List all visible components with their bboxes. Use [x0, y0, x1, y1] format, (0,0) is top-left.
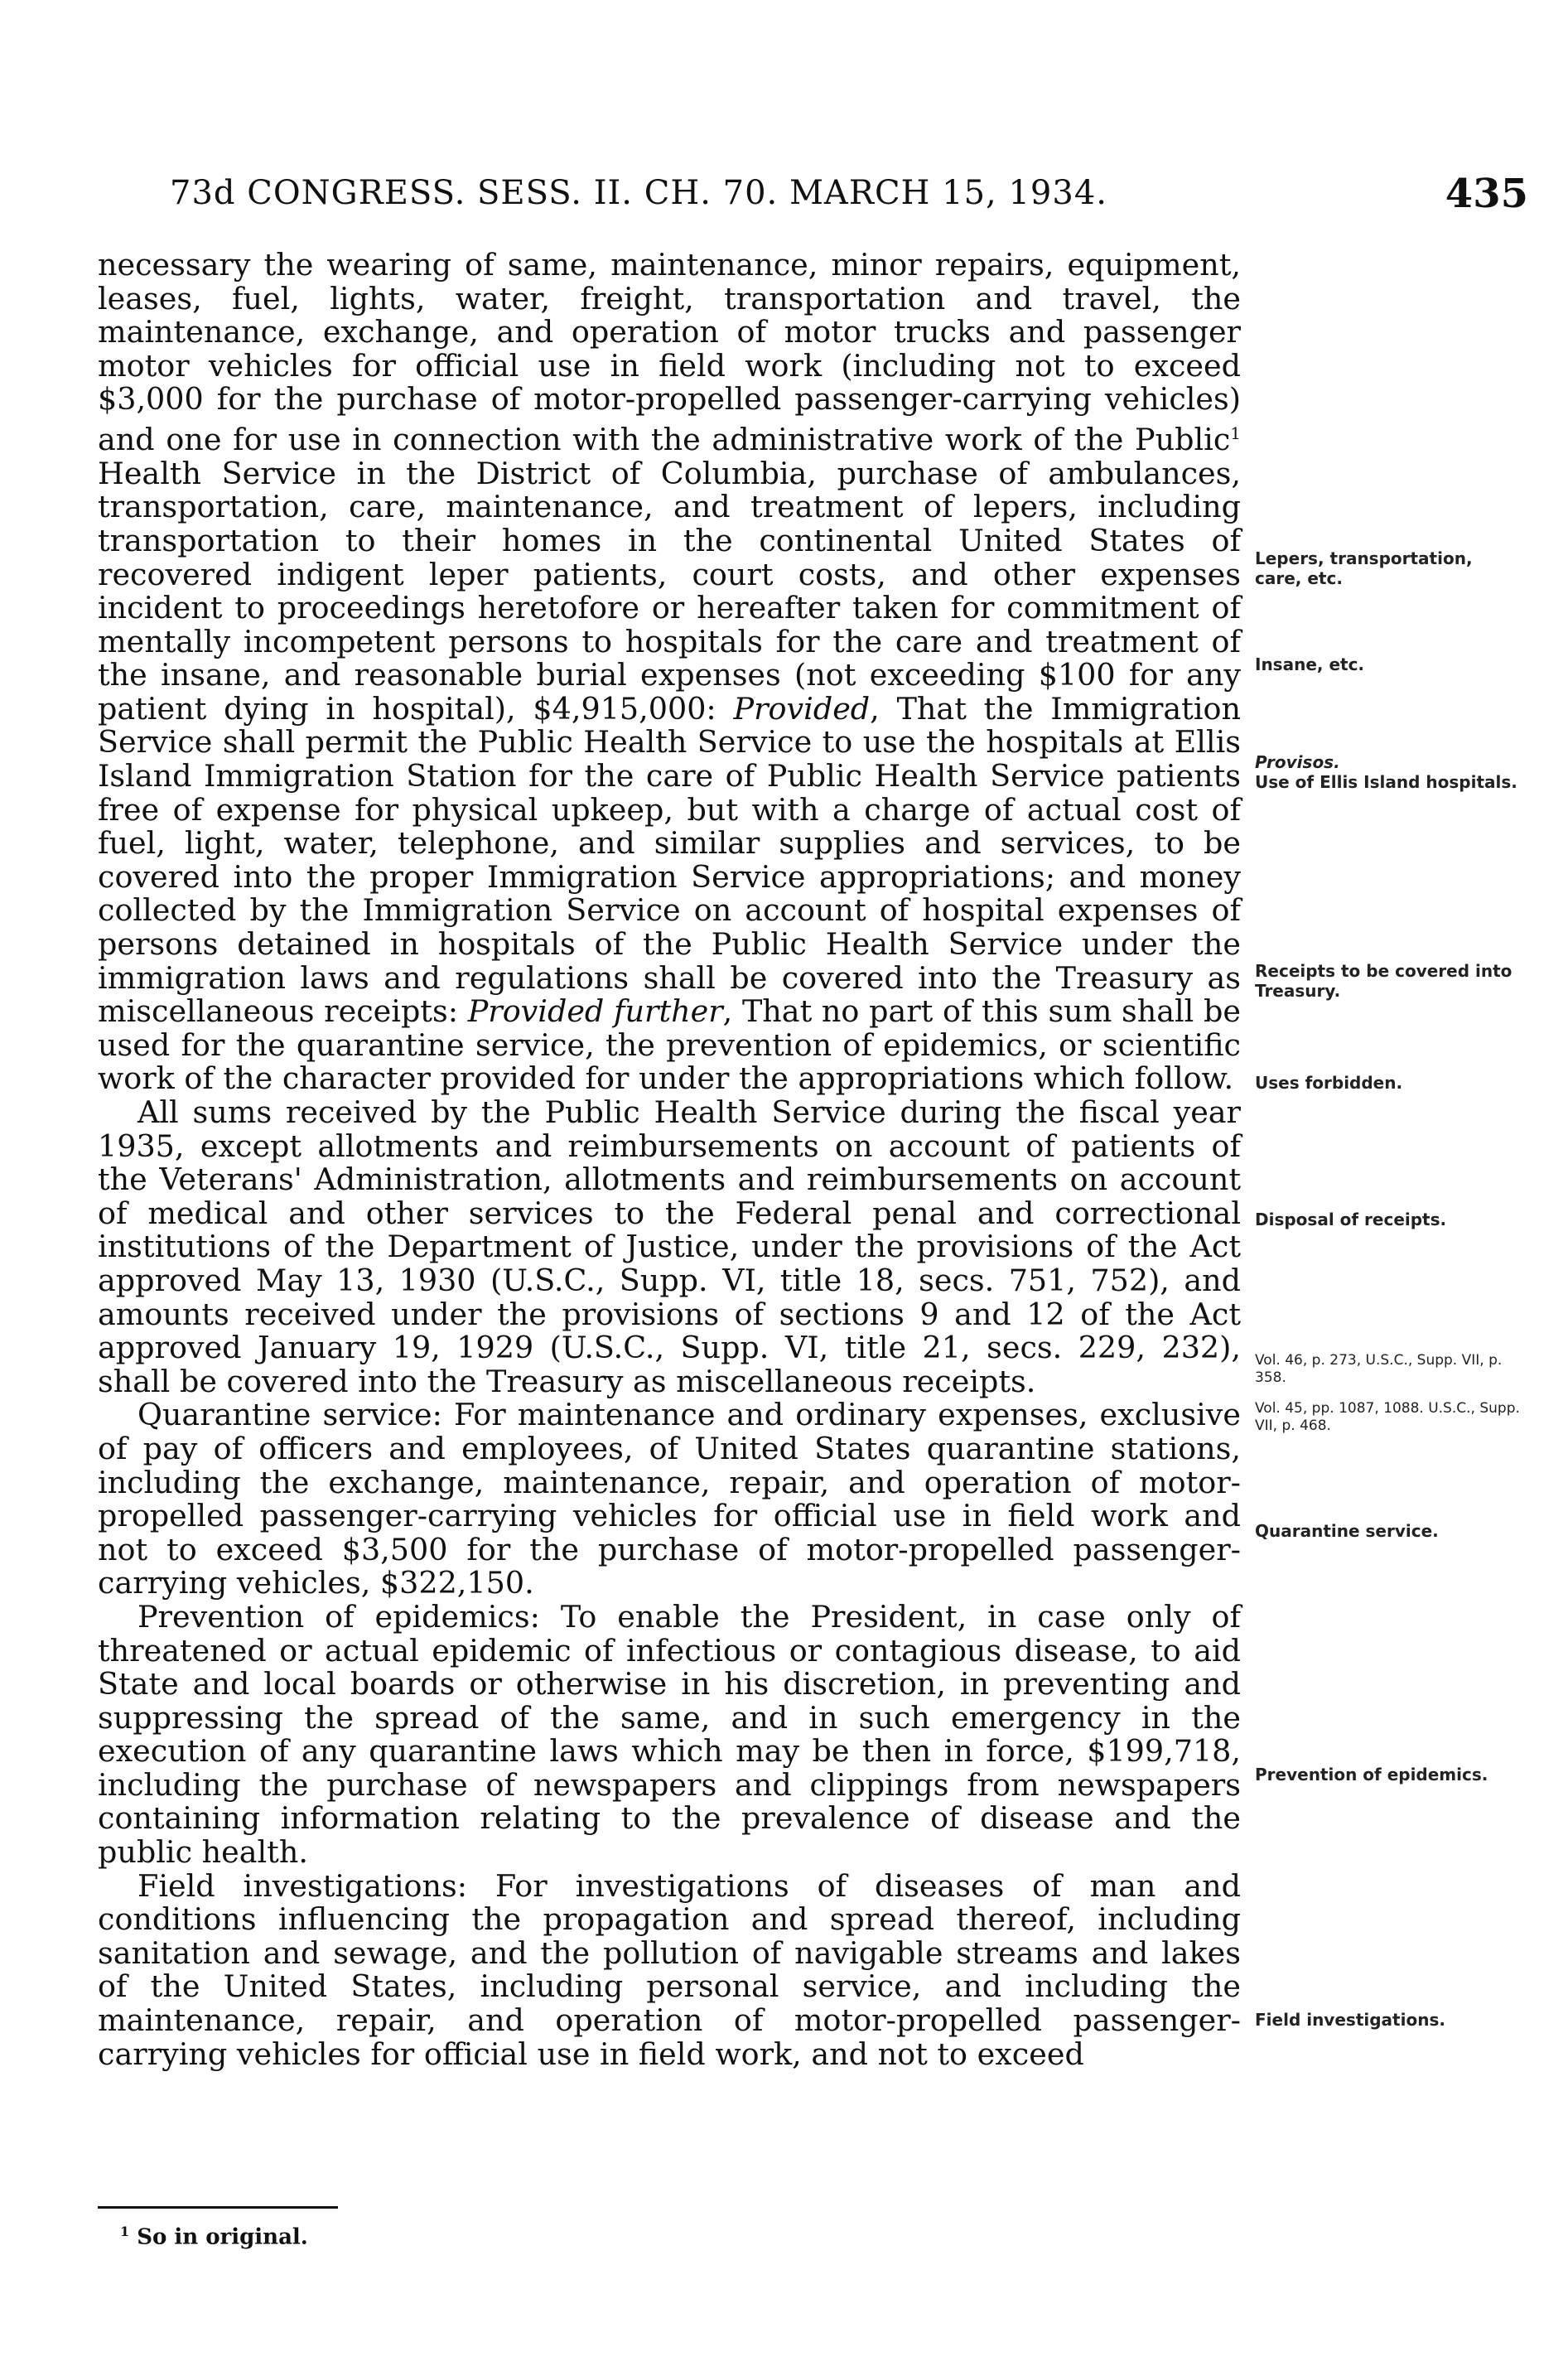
paragraph-prevention-of-epidemics: Prevention of epidemics: To enable the President, in case only of threatened or actual epidemic of infectious or contagious disease, to aid State and local boards or otherwise in his discretion, in preventing and suppressing the spread of the same, and in such emergency in the execution of any quarantine laws which may be then in force, $199,718, including the purchase of newspapers and clippings from newspapers containing information relating to the prevalence of disease and the public health.	[98, 1598, 1241, 1871]
running-head: 73d CONGRESS. SESS. II. CH. 70. MARCH 15, 1934.	[170, 174, 1107, 212]
proviso-word: Provided	[733, 690, 871, 727]
text-segment: Health Service in the District of Columbia, purchase of ambulances, transportation, care, maintenance, and treatment of lepers, including transportation to their homes in the continental United States of recovered indigent leper patients, court costs, and other expenses incident to proceedings heretofore or hereafter taken for commitment of mentally incompetent persons to hospitals for the care and treatment of the insane, and reasonable burial expenses (not exceeding $100 for any patient dying in hospital), $4,915,000:	[98, 455, 1241, 727]
proviso-further-word: Provided further	[467, 993, 723, 1030]
footnote-marker: 1	[120, 2224, 130, 2239]
margin-note-citation-1: Vol. 46, p. 273, U.S.C., Supp. VII, p. 358.	[1255, 1352, 1503, 1386]
margin-note-quarantine-service: Quarantine service.	[1255, 1521, 1439, 1541]
margin-note-provisos-label: Provisos.	[1255, 752, 1340, 772]
margin-note-disposal-of-receipts: Disposal of receipts.	[1255, 1210, 1447, 1229]
margin-note-ellis-island: Use of Ellis Island hospitals.	[1255, 772, 1517, 792]
footnote-text: So in original.	[137, 2224, 308, 2250]
text-segment: , That no part of this sum shall be used for the quarantine service, the prevention of epidemics, or scientific work of the character provided for under the appropriations which follow.	[98, 993, 1241, 1097]
margin-note-lepers: Lepers, transportation, care, etc.	[1255, 548, 1473, 588]
footnote-reference: 1	[1230, 423, 1241, 443]
margin-note-prevention-of-epidemics: Prevention of epidemics.	[1255, 1765, 1488, 1784]
paragraph-disposal-of-receipts: All sums received by the Public Health Service during the fiscal year 1935, except allotments and reimbursements on account of patients of the Veterans' Administration, allotments and reimbursements on account of medical and other services to the Federal penal and correctional institutions of the Department of Justice, under the provisions of the Act approved May 13, 1930 (U.S.C., Supp. VI, title 18, secs. 751, 752), and amounts received under the provisions of sections 9 and 12 of the Act approved January 19, 1929 (U.S.C., Supp. VI, title 21, secs. 229, 232), shall be covered into the Treasury as miscellaneous receipts.	[98, 1094, 1241, 1399]
margin-note-receipts-covered: Receipts to be covered into Treasury.	[1255, 961, 1513, 1001]
statute-text	[98, 249, 1241, 2071]
page-number: 435	[1445, 171, 1528, 217]
margin-note-uses-forbidden: Uses forbidden.	[1255, 1073, 1403, 1093]
margin-note-citation-2: Vol. 45, pp. 1087, 1088. U.S.C., Supp. VII, p. 468.	[1255, 1400, 1520, 1434]
margin-note-insane: Insane, etc.	[1255, 654, 1365, 674]
paragraph-quarantine-service: Quarantine service: For maintenance and ordinary expenses, exclusive of pay of officers and employees, of United States quarantine stations, including the exchange, maintenance, repair, and operation of motor-propelled passenger-carrying vehicles for official use in field work and not to exceed $3,500 for the purchase of motor-propelled passenger-carrying vehicles, $322,150.	[98, 1397, 1241, 1601]
footnote	[120, 2224, 308, 2250]
text-segment: necessary the wearing of same, maintenance, minor repairs, equipment, leases, fuel, lights, water, freight, transportation and travel, the maintenance, exchange, and operation of motor trucks and passenger motor vehicles for official use in field work (including not to exceed $3,000 for the purchase of motor-propelled passenger-carrying vehicles) and one for use in connection with the administrative work of the Public	[98, 247, 1241, 458]
margin-note-provisos	[1255, 752, 1520, 792]
paragraph-field-investigations: Field investigations: For investigations of diseases of man and conditions influencing the propagation and spread thereof, including sanitation and sewage, and the pollution of navigable streams and lakes of the United States, including personal service, and including the maintenance, repair, and operation of motor-propelled passenger-carrying vehicles for official use in field work, and not to exceed	[98, 1867, 1241, 2072]
margin-note-field-investigations: Field investigations.	[1255, 2010, 1445, 2030]
text-segment: , That the Immigration Service shall permit the Public Health Service to use the hospitals at Ellis Island Immigration Station for the care of Public Health Service patients free of expense for physical upkeep, but with a charge of actual cost of fuel, light, water, telephone, and similar supplies and services, to be covered into the proper Immigration Service appropriations; and money collected by the Immigration Service on account of hospital expenses of persons detained in hospitals of the Public Health Service under the immigration laws and regulations shall be covered into the Treasury as miscellaneous receipts:	[98, 690, 1241, 1030]
paragraph-public-health	[98, 249, 1241, 1096]
page-header	[170, 171, 1528, 224]
footnote-rule	[98, 2206, 338, 2209]
